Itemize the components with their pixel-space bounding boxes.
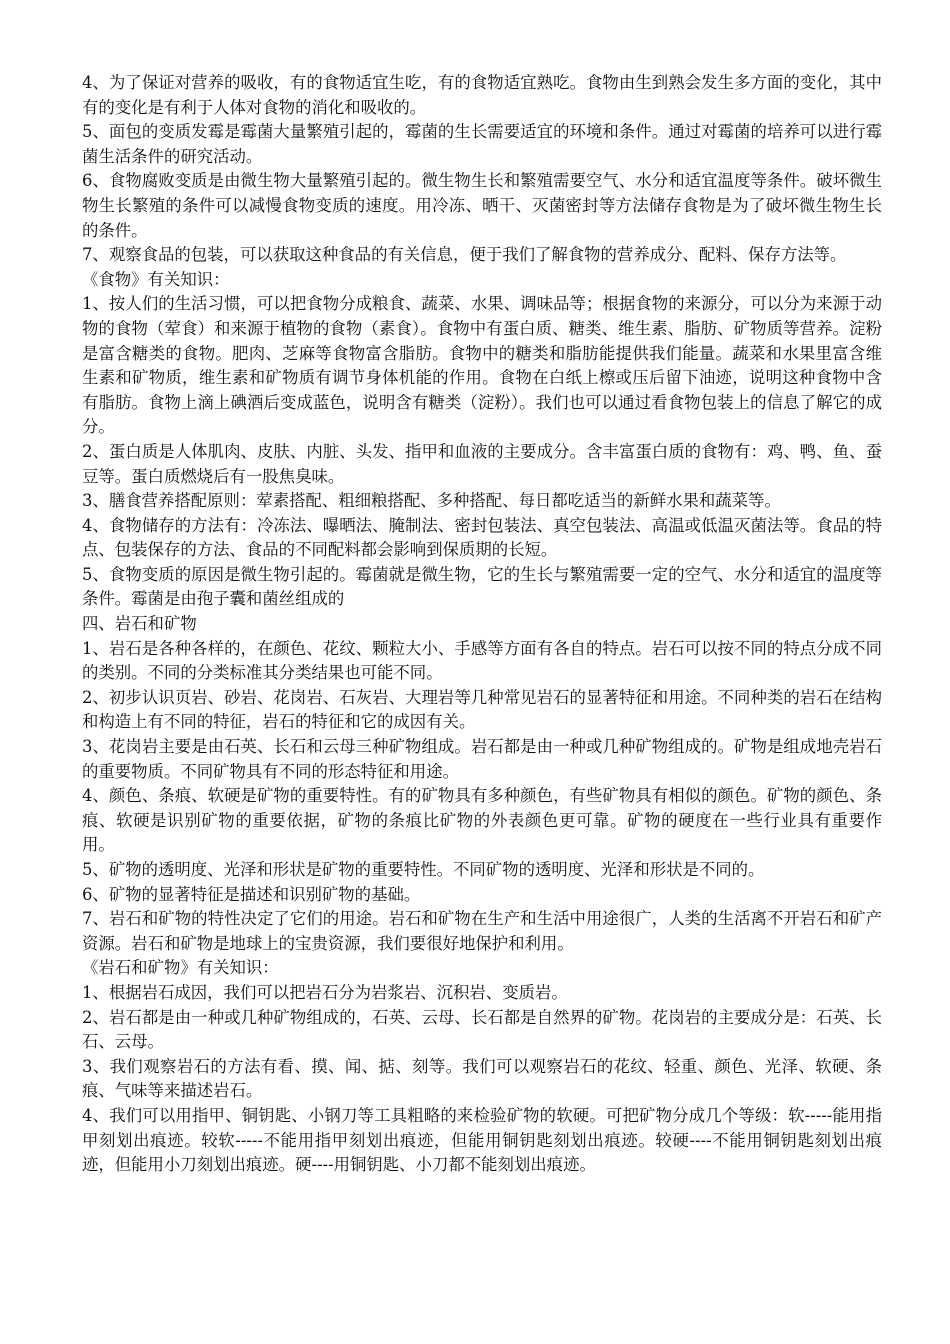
document-page	[82, 71, 882, 1178]
paragraph-food-3-diet: 3、膳食营养搭配原则：荤素搭配、粗细粮搭配、多种搭配、每日都吃适当的新鲜水果和蔬菜等。	[82, 491, 781, 511]
paragraph-food-4-storage: 4、食物储存的方法有：冷冻法、曝晒法、腌制法、密封包装法、真空包装法、高温或低温灭菌法等。食品的特点、包装保存的方法、食品的不同配料都会影响到保质期的长短。	[82, 515, 882, 560]
paragraph-rock-4-color-streak: 4、颜色、条痕、软硬是矿物的重要特性。有的矿物具有多种颜色，有些矿物具有相似的颜色。矿物的颜色、条痕、软硬是识别矿物的重要依据，矿物的条痕比矿物的外表颜色更可靠。矿物的硬度在一些行业具有重要作用。	[82, 786, 882, 855]
paragraph-rk-4-hardness: 4、我们可以用指甲、铜钥匙、小钢刀等工具粗略的来检验矿物的软硬。可把矿物分成几个等级：软-----能用指甲刻划出痕迹。较软-----不能用指甲刻划出痕迹，但能用铜钥匙刻划出痕迹。较硬----不能用铜钥匙刻划出痕迹，但能用小刀刻划出痕迹。硬----用铜钥匙、小刀都不能刻划出痕迹。	[82, 1105, 882, 1175]
paragraph-item-5-bread-mold: 5、面包的变质发霉是霉菌大量繁殖引起的，霉菌的生长需要适宜的环境和条件。通过对霉菌的培养可以进行霉菌生活条件的研究活动。	[82, 122, 882, 166]
paragraph-food-5-spoilage: 5、食物变质的原因是微生物引起的。霉菌就是微生物，它的生长与繁殖需要一定的空气、水分和适宜的温度等条件。霉菌是由孢子囊和菌丝组成的	[82, 564, 882, 609]
paragraph-food-2-protein: 2、蛋白质是人体肌肉、皮肤、内脏、头发、指甲和血液的主要成分。含丰富蛋白质的食物有：鸡、鸭、鱼、蚕豆等。蛋白质燃烧后有一股焦臭味。	[82, 441, 882, 486]
paragraph-rock-5-transparency: 5、矿物的透明度、光泽和形状是矿物的重要特性。不同矿物的透明度、光泽和形状是不同的。	[82, 860, 765, 879]
paragraph-rock-6-features: 6、矿物的显著特征是描述和识别矿物的基础。	[82, 884, 421, 904]
paragraph-item-7-packaging: 7、观察食品的包装，可以获取这种食品的有关信息，便于我们了解食物的营养成分、配料、保存方法等。	[82, 245, 847, 265]
paragraph-rock-1-variety: 1、岩石是各种各样的，在颜色、花纹、颗粒大小、手感等方面有各自的特点。岩石可以按不同的特点分成不同的类别。不同的分类标准其分类结果也可能不同。	[82, 638, 882, 683]
paragraph-rk-2-composition: 2、岩石都是由一种或几种矿物组成的，石英、云母、长石都是自然界的矿物。花岗岩的主要成分是：石英、长石、云母。	[82, 1007, 882, 1052]
paragraph-item-4-raw-eat: 4、为了保证对营养的吸收，有的食物适宜生吃，有的食物适宜熟吃。食物由生到熟会发生多方面的变化，其中有的变化是有利于人体对食物的消化和吸收的。	[82, 73, 882, 117]
section-heading-rocks-minerals: 四、岩石和矿物	[82, 614, 197, 634]
paragraph-rock-3-granite: 3、花岗岩主要是由石英、长石和云母三种矿物组成。岩石都是由一种或几种矿物组成的。矿物是组成地壳岩石的重要物质。不同矿物具有不同的形态特征和用途。	[82, 737, 882, 781]
section-heading-food-knowledge: 《食物》有关知识：	[82, 269, 230, 289]
paragraph-rock-7-uses: 7、岩石和矿物的特性决定了它们的用途。岩石和矿物在生产和生活中用途很广，人类的生活离不开岩石和矿产资源。岩石和矿物是地球上的宝贵资源，我们要很好地保护和利用。	[82, 909, 882, 953]
paragraph-rk-1-origin: 1、根据岩石成因，我们可以把岩石分为岩浆岩、沉积岩、变质岩。	[82, 982, 568, 1002]
paragraph-food-1-classification: 1、按人们的生活习惯，可以把食物分成粮食、蔬菜、水果、调味品等；根据食物的来源分，可以分为来源于动物的食物（荤食）和来源于植物的食物（素食）。食物中有蛋白质、糖类、维生素、脂肪、矿物质等营养。淀粉是富含糖类的食物。肥肉、芝麻等食物富含脂肪。食物中的糖类和脂肪能提供我们能量。蔬菜和水果里富含维生素和矿物质，维生素和矿物质有调节身体机能的作用。食物在白纸上檫或压后留下油迹，说明这种食物中含有脂肪。食物上滴上碘酒后变成蓝色，说明含有糖类（淀粉）。我们也可以通过看食物包装上的信息了解它的成分。	[82, 294, 882, 437]
section-heading-rock-knowledge: 《岩石和矿物》有关知识：	[82, 958, 279, 978]
paragraph-rock-2-types: 2、初步认识页岩、砂岩、花岗岩、石灰岩、大理岩等几种常见岩石的显著特征和用途。不同种类的岩石在结构和构造上有不同的特征，岩石的特征和它的成因有关。	[82, 687, 882, 732]
paragraph-rk-3-observation: 3、我们观察岩石的方法有看、摸、闻、掂、刻等。我们可以观察岩石的花纹、轻重、颜色、光泽、软硬、条痕、气味等来描述岩石。	[82, 1056, 882, 1101]
paragraph-item-6-food-spoil: 6、食物腐败变质是由微生物大量繁殖引起的。微生物生长和繁殖需要空气、水分和适宜温度等条件。破坏微生物生长繁殖的条件可以减慢食物变质的速度。用冷冻、晒干、灭菌密封等方法储存食物是为了破坏微生物生长的条件。	[82, 171, 882, 240]
